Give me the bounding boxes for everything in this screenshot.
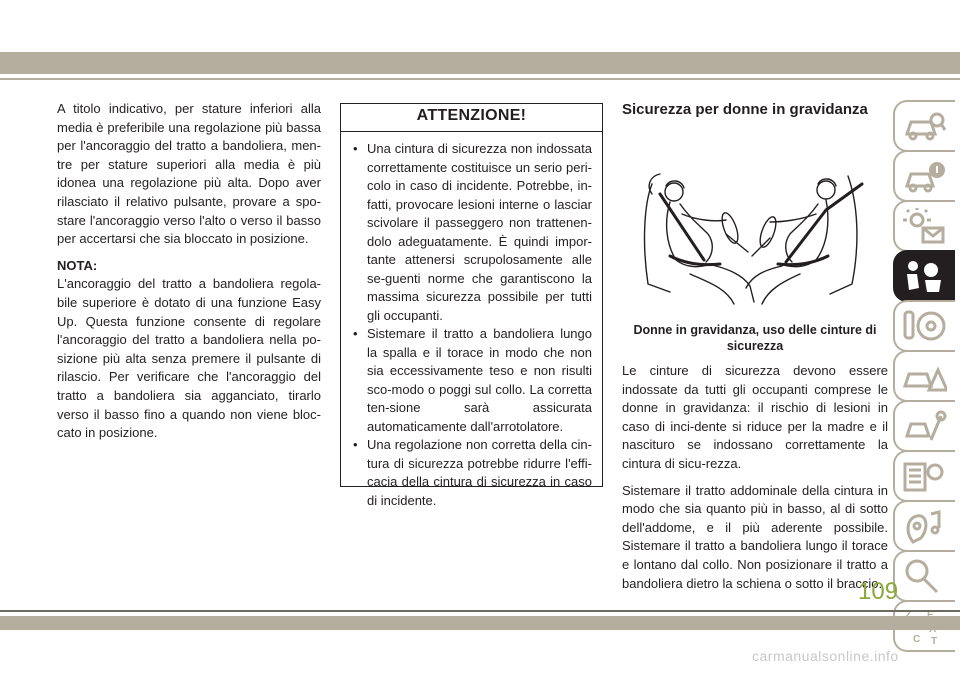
- car-search-icon: [903, 108, 947, 146]
- tab-seat-airbag-safety[interactable]: [893, 250, 955, 302]
- warning-box: [340, 103, 603, 508]
- right-column: [622, 100, 888, 591]
- key-steering-wheel-icon: [903, 308, 947, 346]
- tab-tools[interactable]: [893, 400, 955, 452]
- tab-car-search[interactable]: [893, 100, 955, 152]
- tab-search-index[interactable]: [893, 550, 955, 602]
- svg-text:T: T: [931, 636, 938, 646]
- tools-wrench-icon: [903, 408, 947, 446]
- list-gear-icon: [903, 458, 947, 496]
- footer-rule: [0, 610, 960, 612]
- warning-item: • Sistemare il tratto a bandoliera lungo la spalla e il torace in modo che non sia eccessivamente teso e non risulti sco-modo o poggi sul collo. La corretta ten-sione sarà assicurata automaticamente dall'arrotolatore.: [351, 325, 592, 436]
- header-band: [0, 52, 960, 74]
- tab-list-settings[interactable]: [893, 450, 955, 502]
- paragraph-belt-placement: Sistemare il tratto addominale della cintura in modo che sia quanto più in basso, al di sotto dell'addome, e il più aderente possibile. Sistemare il tratto a bandoliera lungo il torace e lontano dal collo. Non posizionare il tratto a bandoliera dietro la schiena o sotto il braccio.: [622, 482, 888, 591]
- car-info-icon: [903, 158, 947, 196]
- tab-warning-lights[interactable]: [893, 200, 955, 252]
- warning-item: • Una cintura di sicurezza non indossata correttamente costituisce un serio peri-colo in caso di incidente. Potrebbe, in-fatti, provocare lesioni interne o lasciar scivolare il passeggero non trattenen-dolo adeguatamente. È quindi impor-tante attenersi scrupolosamente alle se-guenti norme che garantiscono la massima sicurezza possibile per tutti gli occupanti.: [351, 140, 592, 325]
- car-hazard-icon: [903, 358, 947, 396]
- left-column: [57, 100, 321, 451]
- svg-text:C: C: [913, 634, 921, 645]
- magnifier-index-icon: [903, 558, 947, 596]
- warning-lights-message-icon: [903, 208, 947, 246]
- footer-band: [0, 616, 960, 630]
- music-navigation-icon: [903, 508, 947, 546]
- tab-car-info[interactable]: [893, 150, 955, 202]
- pregnant-seatbelt-illustration: [630, 164, 886, 314]
- tab-music-navigation[interactable]: [893, 500, 955, 552]
- paragraph-anchorage-guidance: A titolo indicativo, per stature inferiori alla media è preferibile una regolazione più bassa per l'ancoraggio del tratto a bandoliera, men-tre per stature superiori alla media è più idonea una regolazione più alta. Dopo aver rilasciato il relativo pulsante, provare a spo-stare l'ancoraggio verso l'alto o verso il basso per accertarsi che sia bloccato in posizione.: [57, 101, 321, 247]
- warning-list: [351, 140, 592, 510]
- warning-item: • Una regolazione non corretta della cin-tura di sicurezza potrebbe ridurre l'effi-cacia della cintura di sicurezza in caso di incidente.: [351, 436, 592, 510]
- section-heading: Sicurezza per donne in gravidanza: [622, 101, 868, 118]
- watermark: carmanualsonline.info: [752, 648, 899, 664]
- tab-key-steering[interactable]: [893, 300, 955, 352]
- seat-airbag-safety-icon: [903, 258, 947, 296]
- paragraph-all-occupants: Le cinture di sicurezza devono essere indossate da tutti gli occupanti comprese le donne in gravidanza: il rischio di lesioni in caso di inci-dente si riduce per la madre e il nascituro se indossano correttamente la cintura di sicu-rezza.: [622, 363, 888, 471]
- tab-car-hazard[interactable]: [893, 350, 955, 402]
- page-number: 109: [858, 578, 899, 605]
- pregnancy-text: [622, 362, 888, 601]
- paragraph-easy-up: L'ancoraggio del tratto a bandoliera regola-bile superiore è dotato di una funzione Easy Up. Questa funzione consente di regolare l'ancoraggio del tratto a bandoliera nella po-sizione più alta senza premere il pulsante di rilascio. Per verificare che l'ancoraggio del tratto a bandoliera sia agganciato, tirarlo verso il basso fino a quando non viene bloc-cato in posizione.: [57, 276, 321, 441]
- warning-title: ATTENZIONE!: [341, 104, 602, 132]
- figure-caption: Donne in gravidanza, uso delle cinture di sicurezza: [633, 323, 877, 353]
- header-rule: [0, 78, 960, 80]
- note-label: NOTA:: [57, 257, 98, 273]
